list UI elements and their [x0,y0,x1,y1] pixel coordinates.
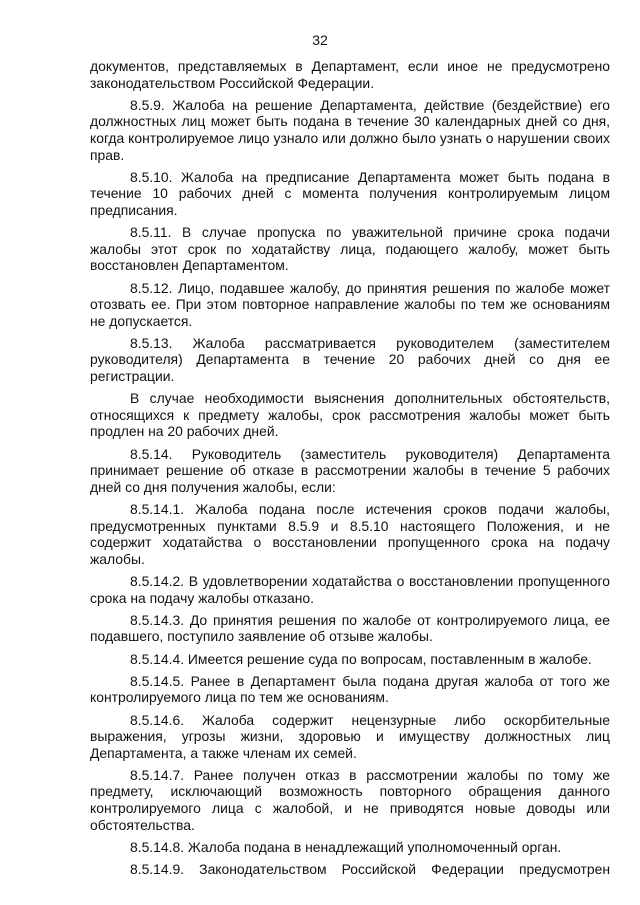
paragraph-8-5-12: 8.5.12. Лицо, подавшее жалобу, до принятия решения по жалобе может отозвать ее. При этом повторное направление жалобы по тем же основаниям не допускается. [90,279,610,329]
paragraph-8-5-14-5: 8.5.14.5. Ранее в Департамент была подана другая жалоба от того же контролируемого лица по тем же основаниям. [90,672,610,706]
paragraph-8-5-14-9: 8.5.14.9. Законодательством Российской Федерации предусмотрен [130,861,610,878]
paragraph-8-5-14-7: 8.5.14.7. Ранее получен отказ в рассмотрении жалобы по тому же предмету, исключающий возможность повторного обращения данного контролируемого лица с жалобой, и не приводятся новые доводы или обстоятельства. [90,766,610,833]
paragraph-8-5-14-3: 8.5.14.3. До принятия решения по жалобе от контролируемого лица, ее подавшего, поступило заявление об отзыве жалобы. [90,611,610,645]
paragraph-8-5-13: 8.5.13. Жалоба рассматривается руководителем (заместителем руководителя) Департамента в течение 20 рабочих дней со дня ее регистрации. [90,334,610,385]
paragraph-8-5-10: 8.5.10. Жалоба на предписание Департамента может быть подана в течение 10 рабочих дней с момента получения контролируемым лицом предписания. [90,168,610,218]
paragraph-8-5-14-8: 8.5.14.8. Жалоба подана в ненадлежащий уполномоченный орган. [130,838,562,855]
paragraph-8-5-14: 8.5.14. Руководитель (заместитель руководителя) Департамента принимает решение об отказе в рассмотрении жалобы в течение 5 рабочих дней со дня получения жалобы, если: [90,445,610,495]
paragraph-8-5-14-1: 8.5.14.1. Жалоба подана после истечения сроков подачи жалобы, предусмотренных пунктами 8.5.9 и 8.5.10 настоящего Положения, и не содержит ходатайства о восстановлении пропущенного срока на подачу жалобы. [90,501,610,567]
paragraph-8-5-14-2: 8.5.14.2. В удовлетворении ходатайства о восстановлении пропущенного срока на подачу жалобы отказано. [90,572,610,606]
paragraph-continuation: документов, представляемых в Департамент, если иное не предусмотрено законодательством Российской Федерации. [90,58,610,91]
paragraph-8-5-13-extension: В случае необходимости выяснения дополнительных обстоятельств, относящихся к предмету жалобы, срок рассмотрения жалобы может быть продлен на 20 рабочих дней. [90,390,610,440]
document-body [90,58,610,883]
page-number: 32 [312,32,328,48]
paragraph-8-5-9: 8.5.9. Жалоба на решение Департамента, действие (бездействие) его должностных лиц может быть подана в течение 30 календарных дней со дня, когда контролируемое лицо узнало или должно было узнать о нарушении своих прав. [90,96,610,163]
paragraph-8-5-11: 8.5.11. В случае пропуска по уважительной причине срока подачи жалобы этот срок по ходатайству лица, подающего жалобу, может быть восстановлен Департаментом. [90,224,610,274]
paragraph-8-5-14-6: 8.5.14.6. Жалоба содержит нецензурные либо оскорбительные выражения, угрозы жизни, здоровью и имуществу должностных лиц Департамента, а также членам их семей. [90,711,610,761]
paragraph-8-5-14-4: 8.5.14.4. Имеется решение суда по вопросам, поставленным в жалобе. [130,650,592,667]
